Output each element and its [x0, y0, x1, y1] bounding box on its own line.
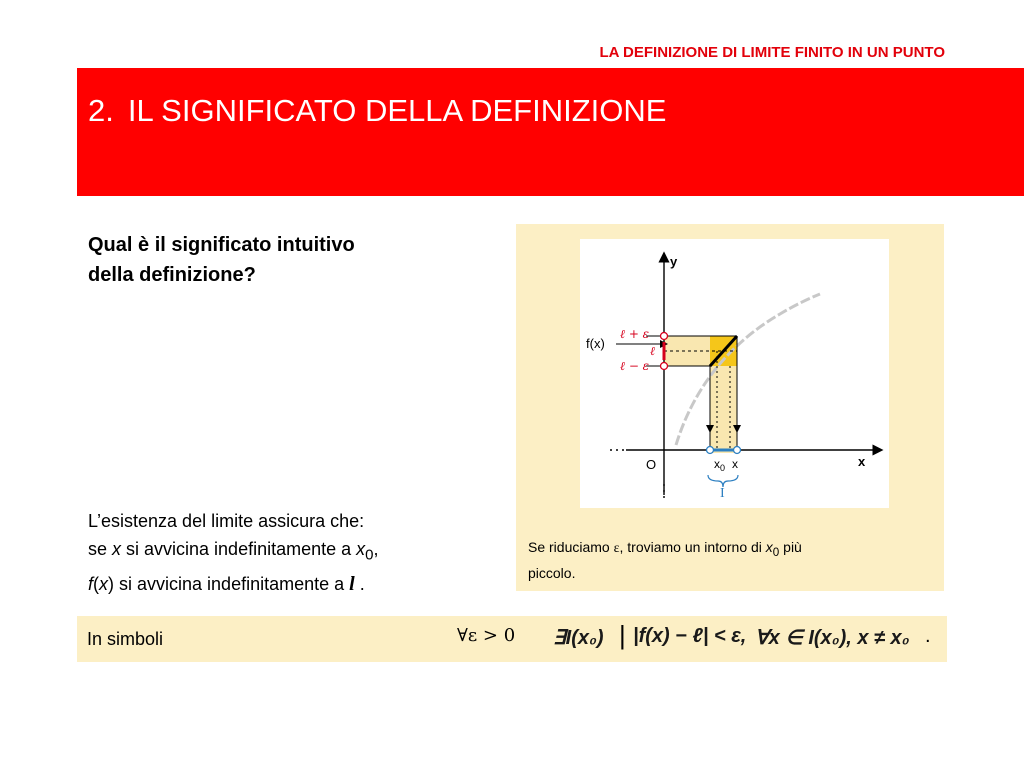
var-x: x [112, 539, 122, 559]
y-axis-label: y [670, 254, 678, 269]
l-plus-label: ℓ + ε [620, 327, 650, 341]
interval-band [710, 366, 737, 453]
text-run: più [779, 539, 802, 555]
subscript: 0 [365, 546, 374, 564]
formula-separator: | [619, 620, 626, 650]
figure-panel [516, 224, 944, 591]
var-x0: x [765, 539, 773, 555]
I-label: I [720, 486, 725, 501]
explanation-line-1: L’esistenza del limite assicura che: [88, 511, 365, 531]
explanation-line-3 [88, 570, 508, 598]
x0-sub: 0 [720, 463, 726, 473]
formula-period: . [925, 625, 931, 647]
symbols-label: In simboli [87, 629, 164, 649]
x0-base: x [714, 457, 720, 471]
l-minus-point [661, 363, 668, 370]
text-run: ( [93, 573, 100, 594]
figure-caption [528, 537, 928, 584]
origin-label: O [646, 457, 657, 472]
text-run: piccolo. [528, 564, 576, 581]
formula-exists-neighborhood: ∃I(x₀) [553, 627, 604, 649]
l-plus-point [661, 333, 668, 340]
graph-figure [580, 239, 889, 508]
text-run: si avvicina indefinitamente a [121, 539, 357, 559]
formula-inequality: |f(x) − ℓ| < ε, [633, 625, 747, 647]
formula-forall-eps: ∀ε > 0 [457, 625, 516, 646]
formula-condition: ∀x ∈ I(x₀), x ≠ x₀ [755, 627, 910, 649]
question-line-1: Qual è il significato intuitivo [88, 234, 355, 256]
symbols-bar [77, 616, 947, 662]
section-title: LA DEFINIZIONE DI LIMITE FINITO IN UN PUNTO [599, 44, 945, 61]
slide-number: 2. [88, 93, 114, 128]
text-run: , troviamo un intorno di [619, 539, 766, 555]
l-label: ℓ [650, 344, 655, 358]
text-run: Se riduciamo [528, 539, 614, 555]
text-run: se [88, 539, 113, 559]
x-label: x [732, 457, 738, 471]
var-f: f [88, 573, 94, 594]
explanation-text [88, 507, 508, 598]
limit-graph [580, 239, 889, 508]
title-banner [77, 68, 1024, 196]
var-x: x [99, 573, 109, 594]
subscript: 0 [772, 545, 780, 559]
l-minus-label: ℓ − ε [620, 359, 650, 373]
x-axis-label: x [858, 454, 866, 469]
x0-point [707, 447, 714, 454]
slide-title-text: IL SIGNIFICATO DELLA DEFINIZIONE [127, 93, 667, 128]
text-run: . [354, 573, 365, 594]
var-x0: x [356, 539, 366, 559]
x0-label [714, 457, 725, 473]
question-text [88, 230, 488, 290]
epsilon-symbol: ε [613, 541, 620, 556]
text-run: , [373, 539, 379, 559]
x-point [734, 447, 741, 454]
var-l: l [349, 572, 355, 595]
explanation-line-2 [88, 535, 508, 570]
limit-formula [457, 616, 937, 662]
fx-label: f(x) [586, 336, 605, 351]
function-curve-light [676, 294, 820, 445]
question-line-2: della definizione? [88, 264, 256, 286]
slide-title [88, 93, 666, 129]
text-run: ) si avvicina indefinitamente a [108, 573, 350, 594]
